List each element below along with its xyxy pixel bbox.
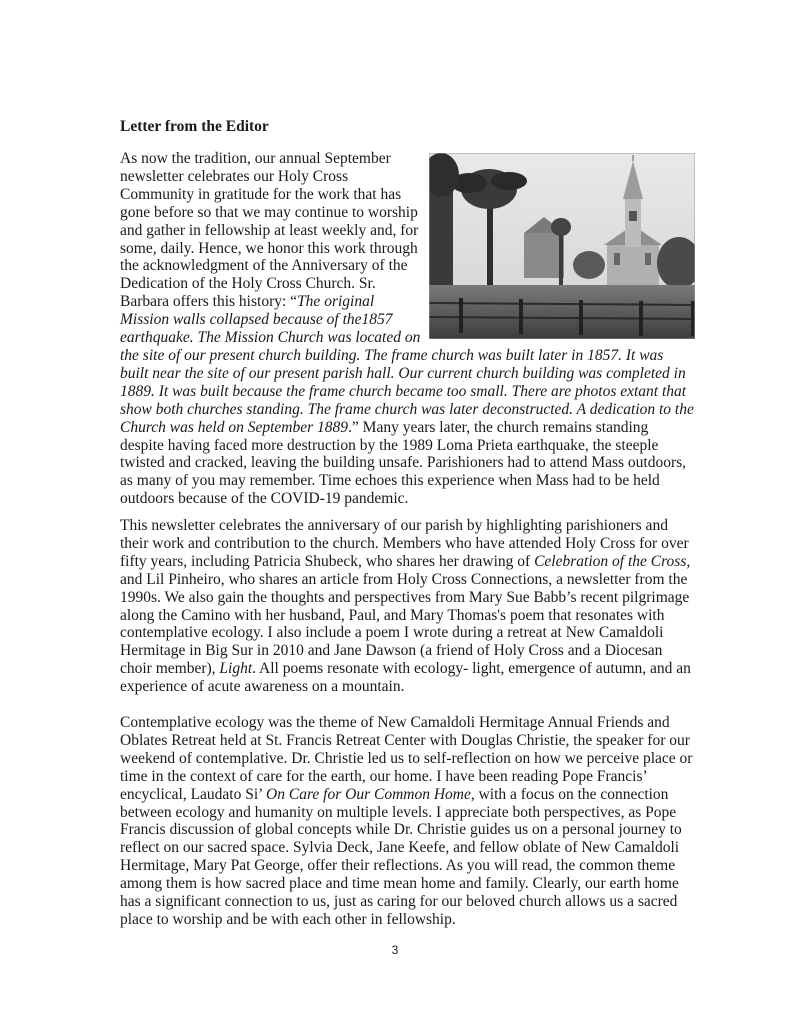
contributors-text-c: . All poems resonate with ecology- light, emergence of autumn, and an experience of acute awareness on a mountain.	[120, 660, 691, 696]
intro-text: As now the tradition, our annual September newsletter celebrates our Holy Cross Community in gratitude for the work that has gone before so that we may continue to worship and gather in fellowship at least weekly and, for some, daily. Hence, we honor this work through the acknowledgment of the Anniversary of the Dedication of the Holy Cross Church. Sr. Barbara offers this history: “	[120, 150, 419, 311]
ecology-text-a: Contemplative ecology was the theme of New Camaldoli Hermitage Annual Friends and Oblates Retreat held at St. Francis Retreat Center with Douglas Christie, the speaker for our weekend of contemplative. Dr. Christie led us to self-reflection on how we perceive place or time in the context of care for the earth, our home. I have been reading Pope Francis’ encyclical, Laudato Si’	[120, 714, 693, 803]
paragraph-contributors	[120, 517, 695, 696]
poem-title: Light	[219, 660, 253, 678]
encyclical-title: On Care for Our Common Home,	[266, 785, 475, 803]
contributors-text-b: and Lil Pinheiro, who shares an article from Holy Cross Connections, a newsletter from the 1990s. We also gain the thoughts and perspectives from Mary Sue Babb’s recent pilgrimage along the Camino with her husband, Paul, and Mary Thomas's poem that resonates with contemplative ecology. I also include a poem I wrote during a retreat at New Camaldoli Hermitage in Big Sur in 2010 and Jane Dawson (a friend of Holy Cross and a Diocesan choir member),	[120, 570, 690, 678]
letter-title: Letter from the Editor	[120, 118, 269, 135]
church-photo	[429, 153, 695, 339]
drawing-title: Celebration of the Cross,	[534, 552, 691, 570]
history-continuation: .” Many years later, the church remains standing despite having faced more destruction by the 1989 Loma Prieta earthquake, the steeple twisted and cracked, leaving the building unsafe. Parishioners had to attend Mass outdoors, as many of you may remember. Time echoes this experience when Mass had to be held outdoors because of the COVID-19 pandemic.	[120, 418, 687, 508]
contributors-text-a: This newsletter celebrates the anniversary of our parish by highlighting parishioners and their work and contribution to the church. Members who have attended Holy Cross for over fifty years, including Patricia Shubeck, who shares her drawing of	[120, 517, 689, 570]
page-number: 3	[391, 943, 399, 957]
ecology-text-b: with a focus on the connection between ecology and humanity on multiple levels. I appreciate both perspectives, as Pope Francis discussion of global concepts while Dr. Christie guides us on a personal journey to reflect on our sacred space. Sylvia Deck, Jane Keefe, and fellow oblate of New Camaldoli Hermitage, Mary Pat George, offer their reflections. As you will read, the common theme among them is how sacred place and time mean home and family. Clearly, our earth home has a significant connection to us, just as caring for our beloved church allows us a sacred place to worship and be with each other in fellowship.	[120, 785, 682, 928]
paragraph-ecology	[120, 714, 695, 929]
history-quote: The original Mission walls collapsed because of the1857 earthquake. The Mission Church was located on the site of our present church building. The frame church was built later in 1857. It was built near the site of our present parish hall. Our current church building was completed in 1889. It was built because the frame church became too small. There are photos extant that show both churches standing. The frame church was later deconstructed. A dedication to the Church was held on September 1889	[120, 293, 694, 436]
paragraph-history	[120, 150, 695, 508]
